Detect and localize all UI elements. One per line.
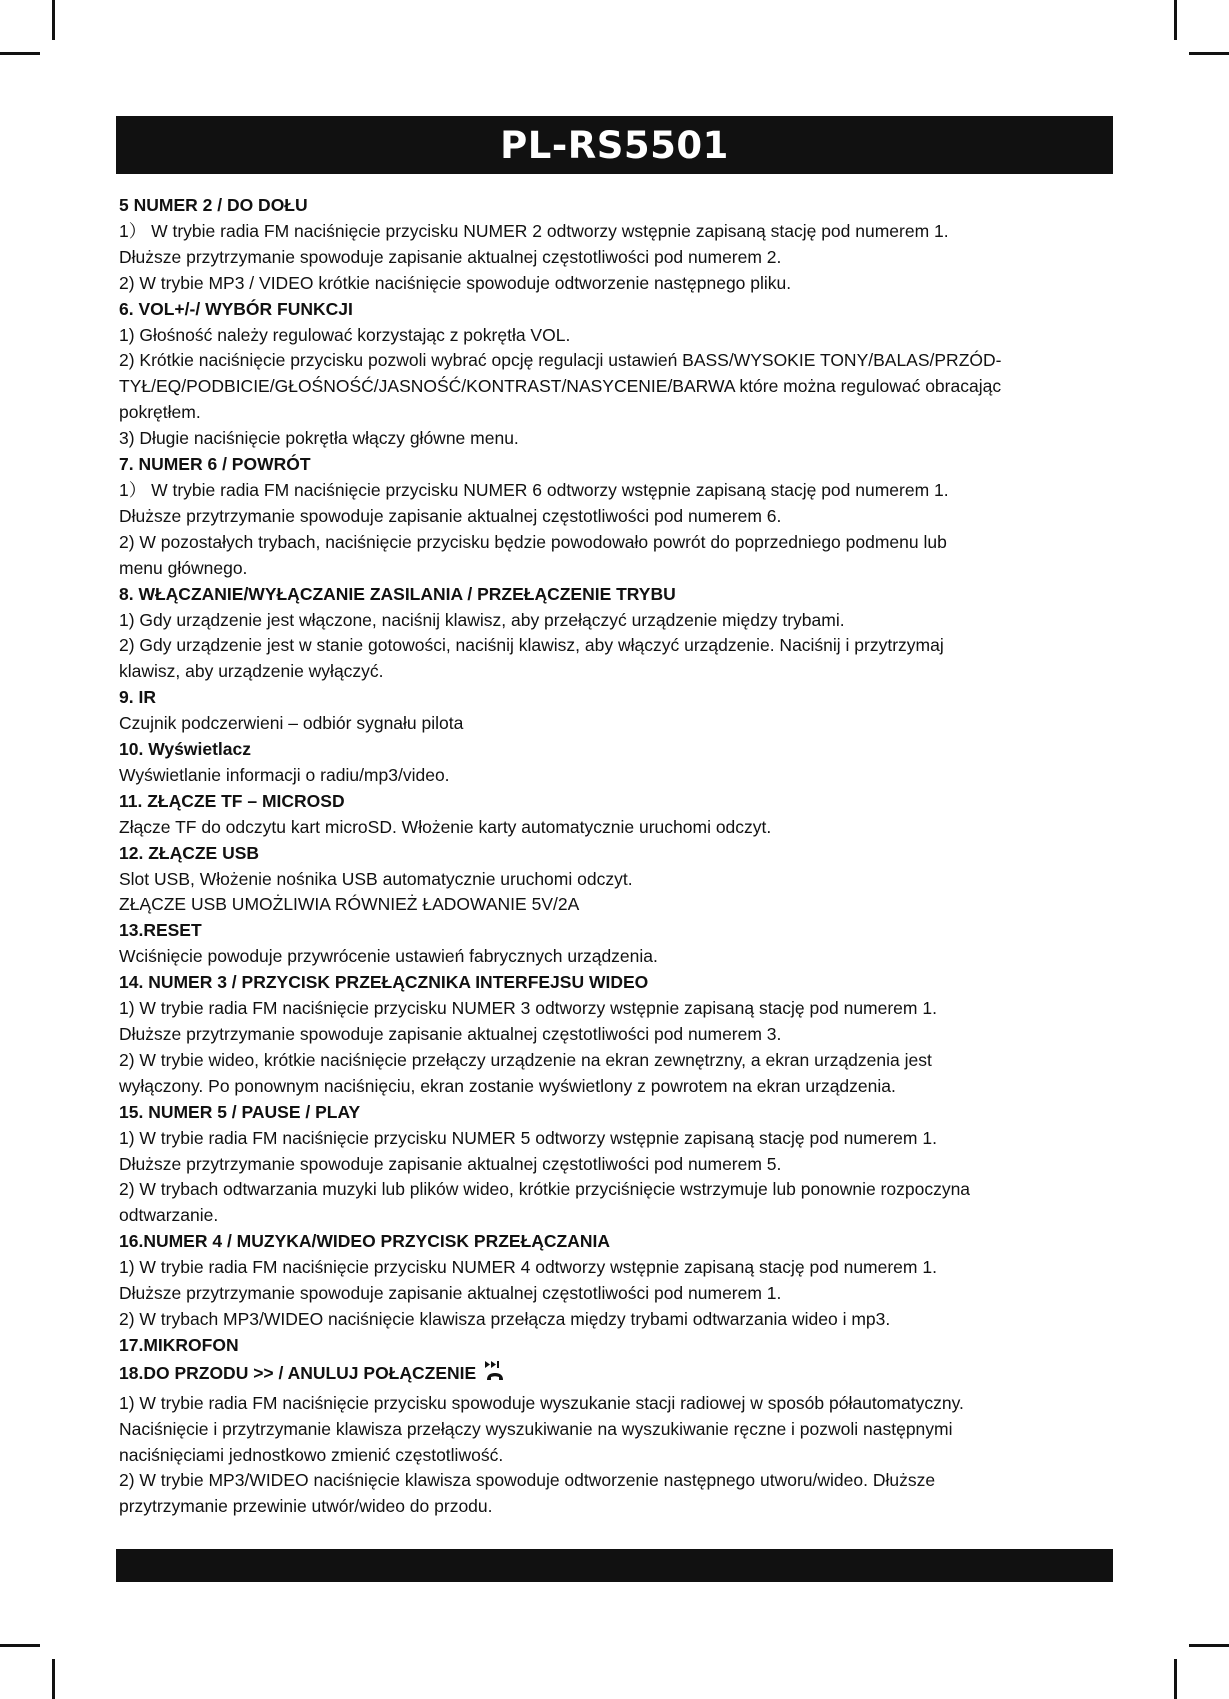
section-7-line-3: 2) W pozostałych trybach, naciśnięcie przycisku będzie powodowało powrót do poprzedniego podmenu lub	[119, 531, 947, 552]
section-14-line-1: 1) W trybie radia FM naciśnięcie przycisku NUMER 3 odtworzy wstępnie zapisaną stację pod numerem 1.	[119, 998, 937, 1019]
header-bar	[116, 116, 1113, 174]
section-6-line-2: 2) Krótkie naciśnięcie przycisku pozwoli wybrać opcję regulacji ustawień BASS/WYSOKIE TONY/BALAS/PRZÓD-	[119, 350, 1002, 371]
crop-mark-bottom-right-horizontal	[1189, 1644, 1229, 1647]
section-7-line-4: menu głównego.	[119, 557, 248, 578]
section-6-line-1: 1) Głośność należy regulować korzystając z pokrętła VOL.	[119, 324, 571, 345]
section-15-line-4: odtwarzanie.	[119, 1205, 219, 1226]
crop-mark-top-right-horizontal	[1189, 52, 1229, 55]
section-heading-9: 9. IR	[119, 687, 156, 708]
section-heading-7: 7. NUMER 6 / POWRÓT	[119, 454, 311, 475]
section-heading-15: 15. NUMER 5 / PAUSE / PLAY	[119, 1101, 361, 1122]
section-18-line-2: Naciśnięcie i przytrzymanie klawisza przełączy wyszukiwanie na wyszukiwanie ręczne i pozwoli następnymi	[119, 1418, 953, 1439]
crop-mark-top-left-vertical	[52, 0, 55, 40]
section-heading-5: 5 NUMER 2 / DO DOŁU	[119, 195, 308, 215]
section-13-line-1: Wciśnięcie powoduje przywrócenie ustawień fabrycznych urządzenia.	[119, 946, 658, 967]
section-heading-16: 16.NUMER 4 / MUZYKA/WIDEO PRZYCISK PRZEŁĄCZANIA	[119, 1231, 610, 1252]
section-7-line-2: Dłuższe przytrzymanie spowoduje zapisanie aktualnej częstotliwości pod numerem 6.	[119, 505, 782, 526]
crop-mark-bottom-left-vertical	[52, 1659, 55, 1699]
page-title: PL-RS5501	[500, 123, 729, 167]
section-14-line-3: 2) W trybie wideo, krótkie naciśnięcie przełączy urządzenie na ekran zewnętrzny, a ekran urządzenia jest	[119, 1049, 932, 1070]
section-18-line-3: naciśnięciami jednostkowo zmienić częstotliwość.	[119, 1444, 504, 1465]
next-track-hangup-icon	[484, 1359, 506, 1391]
crop-mark-top-left-horizontal	[0, 52, 40, 55]
section-18-line-5: przytrzymanie przewinie utwór/wideo do przodu.	[119, 1496, 493, 1517]
section-18-line-1: 1) W trybie radia FM naciśnięcie przycisku spowoduje wyszukanie stacji radiowej w sposób półautomatyczny.	[119, 1392, 964, 1413]
section-6-line-3: TYŁ/EQ/PODBICIE/GŁOŚNOŚĆ/JASNOŚĆ/KONTRAST/NASYCENIE/BARWA które można regulować obracając	[119, 376, 1002, 397]
section-heading-10: 10. Wyświetlacz	[119, 739, 251, 760]
section-16-line-1: 1) W trybie radia FM naciśnięcie przycisku NUMER 4 odtworzy wstępnie zapisaną stację pod numerem 1.	[119, 1257, 937, 1278]
section-8-line-2: 2) Gdy urządzenie jest w stanie gotowości, naciśnij klawisz, aby włączyć urządzenie. Naciśnij i przytrzymaj	[119, 635, 944, 656]
crop-mark-bottom-left-horizontal	[0, 1644, 40, 1647]
section-6-line-4: pokrętłem.	[119, 402, 201, 423]
crop-mark-top-right-vertical	[1174, 0, 1177, 40]
section-18-line-4: 2) W trybie MP3/WIDEO naciśnięcie klawisza spowoduje odtworzenie następnego utworu/wideo. Dłuższe	[119, 1470, 936, 1491]
section-9-line-1: Czujnik podczerwieni – odbiór sygnału pilota	[119, 713, 464, 734]
section-14-line-2: Dłuższe przytrzymanie spowoduje zapisanie aktualnej częstotliwości pod numerem 3.	[119, 1024, 782, 1044]
section-heading-12: 12. ZŁĄCZE USB	[119, 842, 260, 863]
section-heading-17: 17.MIKROFON	[119, 1334, 239, 1355]
section-16-line-2: Dłuższe przytrzymanie spowoduje zapisanie aktualnej częstotliwości pod numerem 1.	[119, 1283, 782, 1304]
section-8-line-3: klawisz, aby urządzenie wyłączyć.	[119, 661, 384, 682]
section-5-line-1: 1） W trybie radia FM naciśnięcie przycisku NUMER 2 odtworzy wstępnie zapisaną stację pod numerem 1.	[119, 220, 949, 241]
section-heading-18-row	[119, 1359, 1114, 1391]
section-12-line-2: ZŁĄCZE USB UMOŻLIWIA RÓWNIEŻ ŁADOWANIE 5V/2A	[119, 894, 580, 915]
footer-bar	[116, 1549, 1113, 1582]
section-12-line-1: Slot USB, Włożenie nośnika USB automatycznie uruchomi odczyt.	[119, 868, 633, 889]
manual-content	[119, 193, 1114, 1520]
section-6-line-5: 3) Długie naciśnięcie pokrętła włączy główne menu.	[119, 428, 519, 449]
section-7-line-1: 1） W trybie radia FM naciśnięcie przycisku NUMER 6 odtworzy wstępnie zapisaną stację pod numerem 1.	[119, 479, 949, 500]
section-8-line-1: 1) Gdy urządzenie jest włączone, naciśnij klawisz, aby przełączyć urządzenie między trybami.	[119, 609, 845, 630]
section-15-line-2: Dłuższe przytrzymanie spowoduje zapisanie aktualnej częstotliwości pod numerem 5.	[119, 1153, 782, 1174]
section-heading-6: 6. VOL+/-/ WYBÓR FUNKCJI	[119, 298, 353, 319]
section-5-line-2: Dłuższe przytrzymanie spowoduje zapisanie aktualnej częstotliwości pod numerem 2.	[119, 246, 782, 267]
section-heading-18: 18.DO PRZODU >> / ANULUJ POŁĄCZENIE	[119, 1362, 477, 1383]
section-16-line-3: 2) W trybach MP3/WIDEO naciśnięcie klawisza przełącza między trybami odtwarzania wideo i mp3.	[119, 1308, 891, 1329]
section-10-line-1: Wyświetlanie informacji o radiu/mp3/video.	[119, 764, 450, 785]
section-heading-14: 14. NUMER 3 / PRZYCISK PRZEŁĄCZNIKA INTERFEJSU WIDEO	[119, 972, 649, 993]
section-11-line-1: Złącze TF do odczytu kart microSD. Włożenie karty automatycznie uruchomi odczyt.	[119, 816, 772, 837]
section-heading-13: 13.RESET	[119, 920, 202, 941]
section-14-line-4: wyłączony. Po ponownym naciśnięciu, ekran zostanie wyświetlony z powrotem na ekran urządzenia.	[119, 1075, 896, 1096]
section-heading-8: 8. WŁĄCZANIE/WYŁĄCZANIE ZASILANIA / PRZEŁĄCZENIE TRYBU	[119, 583, 676, 604]
crop-mark-bottom-right-vertical	[1174, 1659, 1177, 1699]
section-15-line-1: 1) W trybie radia FM naciśnięcie przycisku NUMER 5 odtworzy wstępnie zapisaną stację pod numerem 1.	[119, 1127, 937, 1148]
section-heading-11: 11. ZŁĄCZE TF – MICROSD	[119, 790, 345, 811]
section-15-line-3: 2) W trybach odtwarzania muzyki lub plików wideo, krótkie przyciśnięcie wstrzymuje lub ponownie rozpoczyna	[119, 1179, 971, 1200]
section-5-line-3: 2) W trybie MP3 / VIDEO krótkie naciśnięcie spowoduje odtworzenie następnego pliku.	[119, 272, 792, 293]
